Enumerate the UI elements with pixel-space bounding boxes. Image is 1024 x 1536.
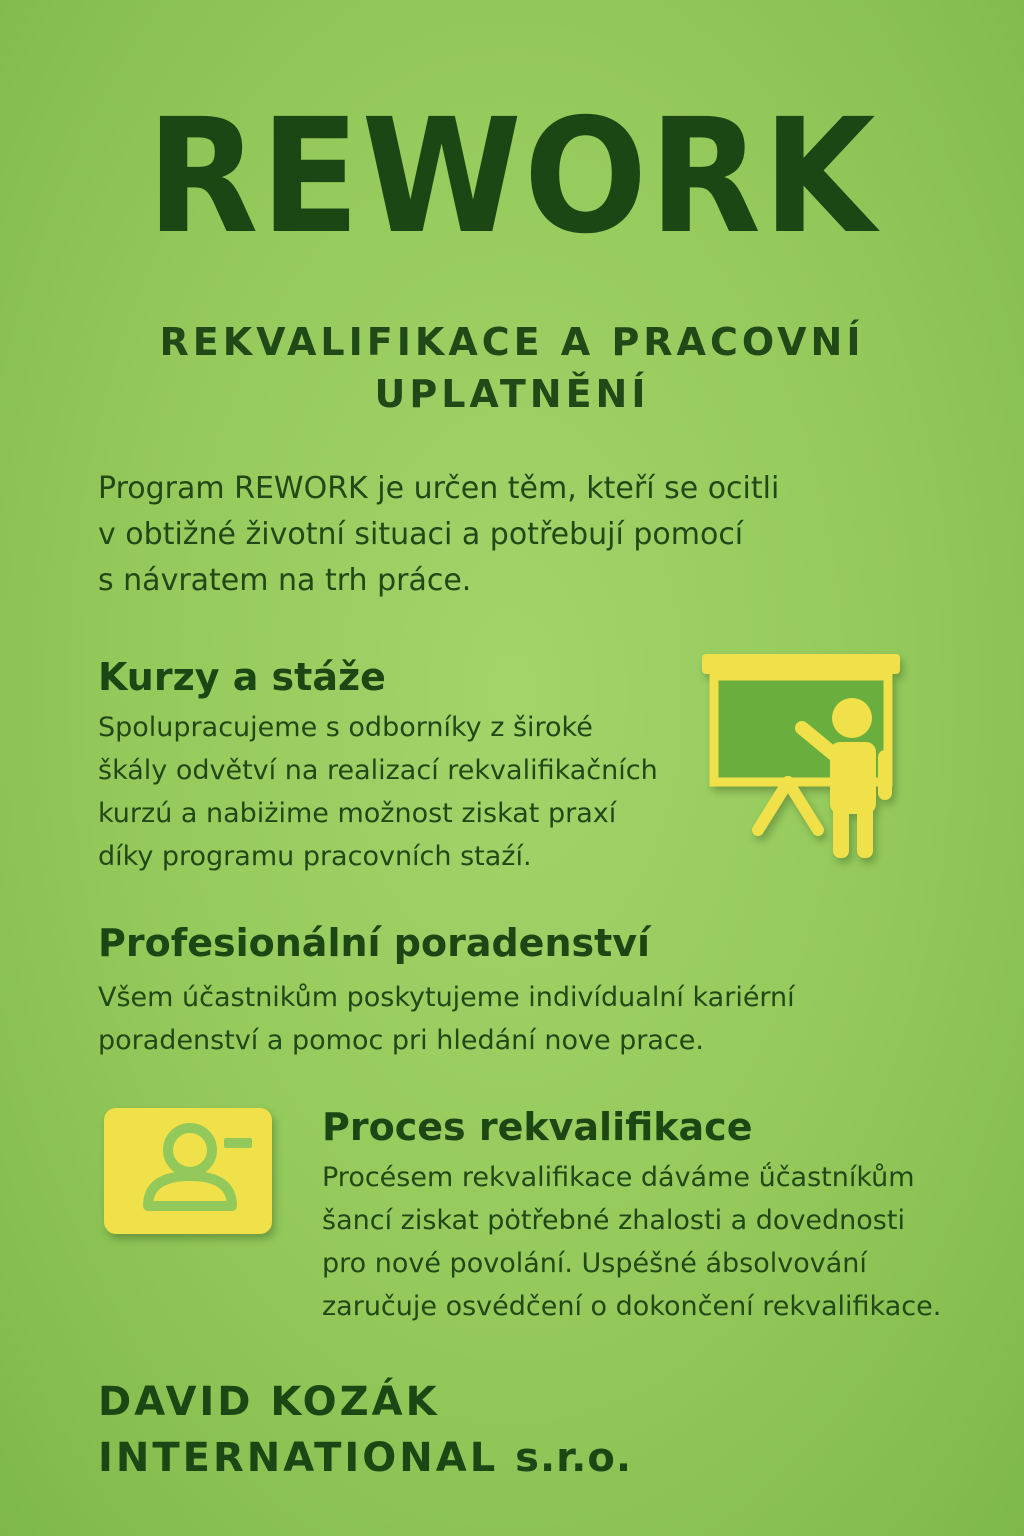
subtitle-line-1: REKVALIFIKACE A PRACOVNÍ bbox=[159, 320, 865, 364]
presentation-icon bbox=[700, 652, 902, 862]
kurzy-line-2: škály odvětví na realizací rekvalifikačních bbox=[98, 755, 658, 786]
section-body-poradenstvi bbox=[98, 976, 918, 1062]
id-card-icon bbox=[102, 1106, 274, 1236]
intro-line-2: v obtižné životní situaci a potřebují pomocí bbox=[98, 517, 744, 552]
proces-line-3: pro nové povolání. Uspéšné ábsolvování bbox=[322, 1248, 867, 1279]
company-name-line-2 bbox=[98, 1430, 632, 1486]
company-name-line-1: DAVID KOZÁK bbox=[98, 1379, 440, 1425]
poradenstvi-line-2: poradenství a pomoc pri hledání nove prace. bbox=[98, 1025, 704, 1056]
kurzy-line-4: díky programu pracovních staźí. bbox=[98, 841, 532, 872]
proces-line-2: šancí ziskat pȯtřebné zhalosti a dovednosti bbox=[322, 1205, 905, 1236]
kurzy-line-3: kurzú a nabiżime možnost ziskat praxí bbox=[98, 798, 617, 829]
proces-line-1: Procésem rekvalifikace dáváme ǘčastníkům bbox=[322, 1162, 915, 1193]
subtitle-line-2: UPLATNĚNÍ bbox=[374, 372, 650, 416]
intro-paragraph bbox=[98, 466, 878, 604]
kurzy-line-1: Spolupracujeme s odborníky z široké bbox=[98, 712, 593, 743]
section-body-proces bbox=[322, 1156, 1002, 1328]
company-legal-suffix: s.r.o. bbox=[515, 1435, 633, 1481]
company-name-international: INTERNATIONAL bbox=[98, 1435, 499, 1481]
section-title-poradenstvi: Profesionální poradenství bbox=[98, 921, 651, 965]
page-title: REWORK bbox=[146, 85, 878, 269]
company-name bbox=[98, 1374, 632, 1486]
section-body-kurzy bbox=[98, 706, 718, 878]
section-title-proces: Proces rekvalifikace bbox=[322, 1105, 753, 1149]
proces-line-4: zaručuje osvédčení o dokončení rekvalifikace. bbox=[322, 1291, 942, 1322]
section-title-kurzy: Kurzy a stáže bbox=[98, 655, 386, 699]
intro-line-1: Program REWORK je určen těm, kteří se ocitli bbox=[98, 471, 780, 506]
subtitle bbox=[100, 316, 924, 420]
poradenstvi-line-1: Všem účastnikům poskytujeme indivídualní kariérní bbox=[98, 982, 795, 1013]
intro-line-3: s návratem na trh práce. bbox=[98, 563, 472, 598]
